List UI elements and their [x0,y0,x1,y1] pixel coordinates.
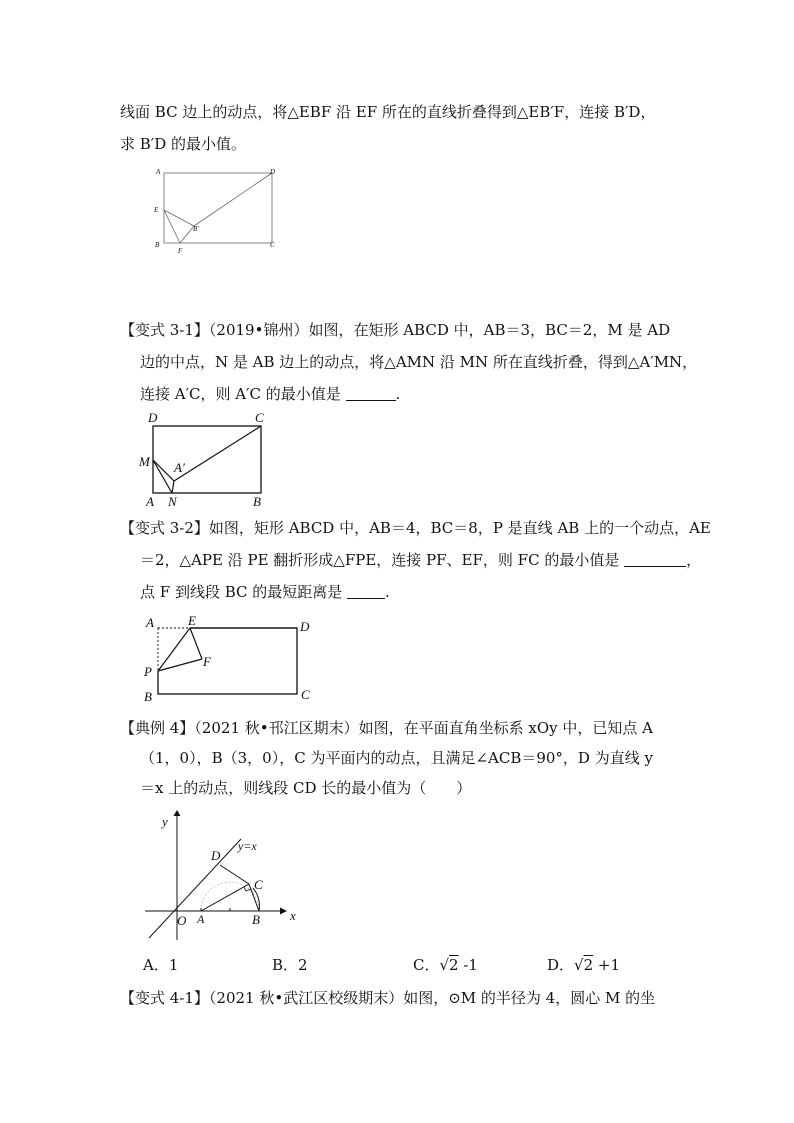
text-segment: . [395,385,401,403]
sqrt-icon: √ [439,956,450,974]
label-A-prime: A′ [174,460,185,475]
text-line: 求 B′D 的最小值。 [120,135,246,153]
option-a: A．1 [143,956,179,974]
text-line: 边的中点，N 是 AB 边上的动点，将△AMN 沿 MN 所在直线折叠，得到△A′MN， [140,353,698,371]
label-B: B [253,494,261,509]
text-line: （1，0），B（3，0），C 为平面内的动点，且满足∠ACB＝90°，D 为直线 y [140,749,653,767]
figure-coordinate-plane [140,810,300,945]
option-c-suffix: -1 [458,956,478,974]
label-F: F [203,654,211,669]
text-line: 【变式 3-2】如图，矩形 ABCD 中，AB＝4，BC＝8，P 是直线 AB 上的一个动点，AE [120,519,711,537]
option-d-suffix: +1 [593,956,621,974]
option-c-radicand: 2 [449,956,459,974]
text-line: 【变式 4-1】（2021 秋•武江区校级期末）如图，⊙M 的半径为 4，圆心 M 的坐 [120,989,656,1007]
option-d [547,955,620,975]
sqrt-icon: √ [574,956,584,974]
label-B: B [144,689,152,704]
text-segment: 连接 A′C，则 A′C 的最小值是 [140,385,341,403]
text-line [140,550,701,570]
label-C: C [301,687,310,702]
label-M: M [139,454,150,469]
label-y-axis: y [162,814,168,829]
label-B: B [155,241,160,249]
label-x-axis: x [290,908,296,923]
option-d-radicand: 2 [583,956,594,974]
answer-blank [347,584,385,599]
label-F: F [178,247,183,255]
label-D: D [211,848,221,863]
label-C: C [270,241,275,249]
text-line [140,384,400,404]
label-line-yx: y=x [238,839,257,853]
option-c-prefix: C． [413,956,440,974]
label-D: D [300,619,310,634]
label-A: A [146,494,154,509]
answer-blank [624,552,686,567]
label-D: D [148,410,158,425]
label-P: P [144,664,152,679]
text-line: 线面 BC 边上的动点，将△EBF 沿 EF 所在的直线折叠得到△EB′F，连接 B′D， [120,103,656,121]
label-C: C [254,877,263,892]
text-segment: ＝2，△APE 沿 PE 翻折形成△FPE，连接 PF、EF，则 FC 的最小值是 [140,551,620,569]
label-N: N [168,494,177,509]
label-E: E [154,206,159,214]
text-line: ＝x 上的动点，则线段 CD 长的最小值为（ ） [140,779,472,797]
text-line [140,582,390,602]
option-b: B．2 [272,956,308,974]
option-d-prefix: D． [547,956,575,974]
option-c [413,955,478,975]
figure-rectangle-fold-3 [140,610,320,705]
label-B-prime: B′ [193,225,199,233]
label-origin: O [177,913,187,928]
label-A: A [197,912,205,926]
text-segment: ， [686,551,702,569]
label-B: B [252,912,260,927]
answer-blank [346,386,396,401]
text-line: 【变式 3-1】（2019•锦州）如图，在矩形 ABCD 中，AB＝3，BC＝2，M 是 AD [120,321,671,339]
label-D: D [270,168,276,176]
text-line: 【典例 4】（2021 秋•邗江区期末）如图，在平面直角坐标系 xOy 中，已知点 A [120,719,653,737]
figure-rectangle-fold-2 [136,408,276,508]
label-E: E [188,613,196,628]
figure-rectangle-fold-1 [150,166,280,256]
text-segment: 点 F 到线段 BC 的最短距离是 [140,583,343,601]
text-segment: . [385,583,390,601]
label-A: A [156,168,161,176]
label-A: A [146,615,154,630]
label-C: C [255,410,264,425]
